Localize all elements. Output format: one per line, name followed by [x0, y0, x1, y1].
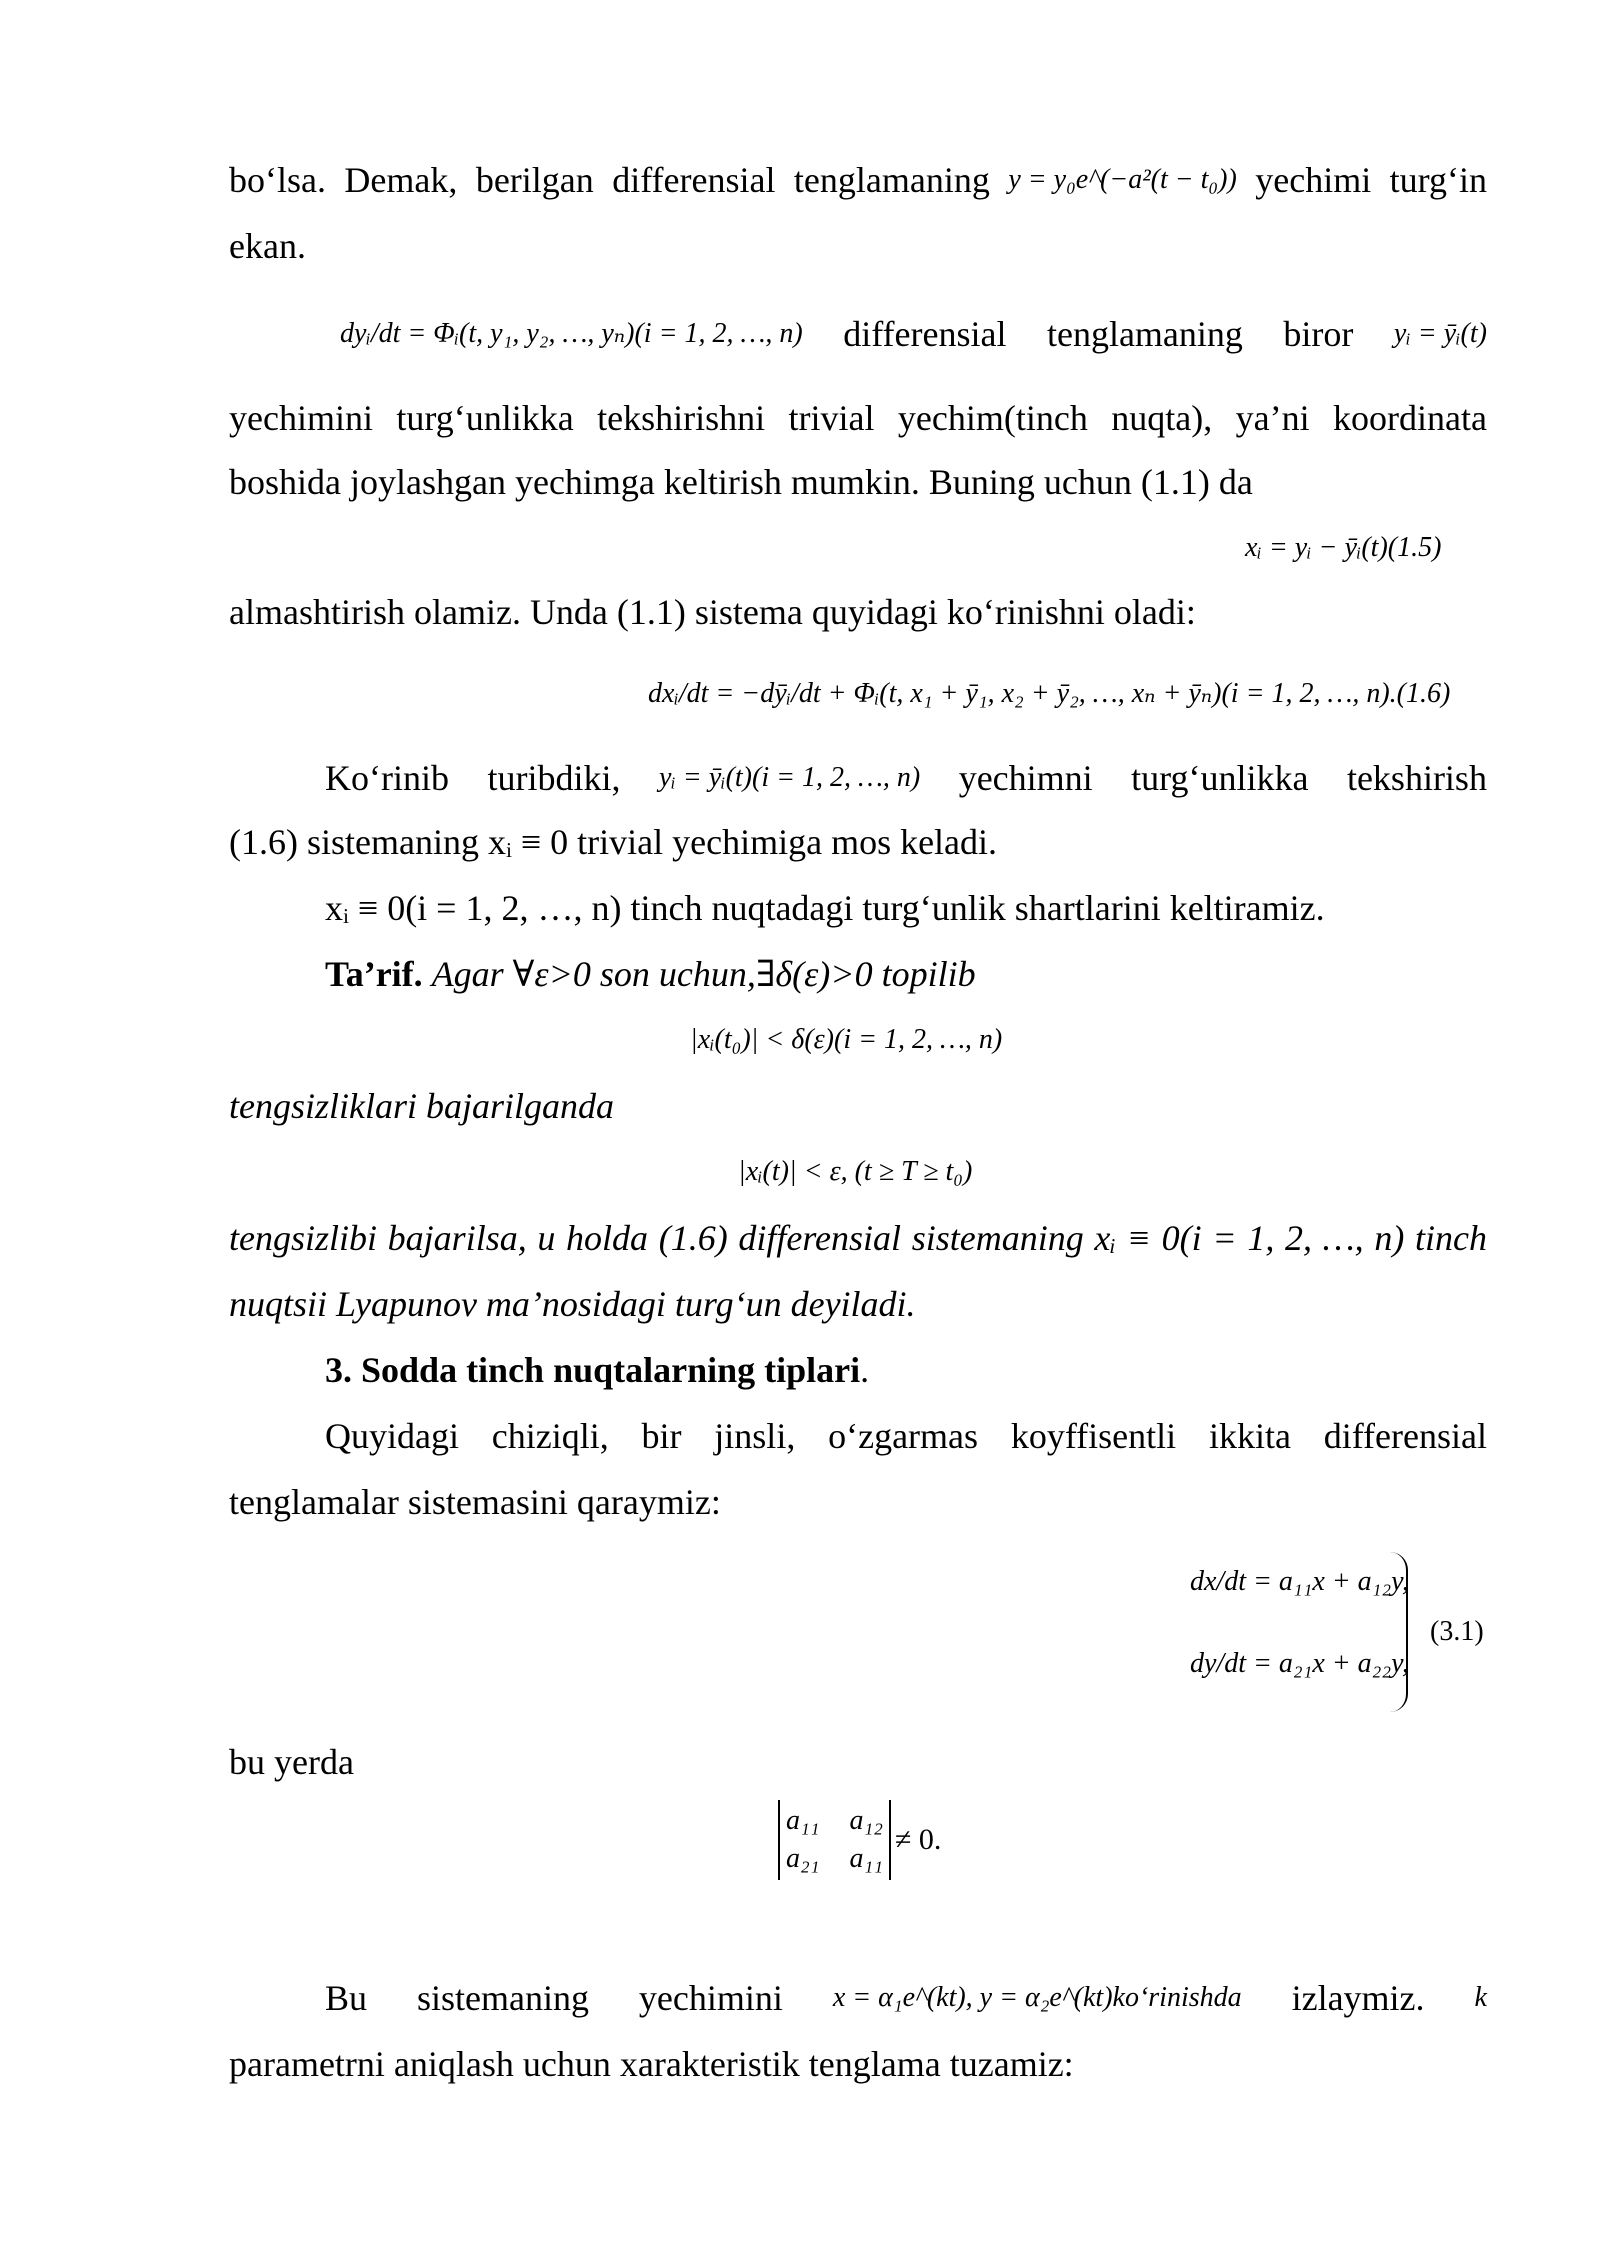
determinant-cell: a₁₁	[786, 1805, 820, 1836]
word: koyffisentli	[1010, 1416, 1177, 1456]
text: turibdiki,	[487, 758, 621, 798]
paragraph-line-13	[325, 1414, 1487, 1458]
determinant-cell: a₂₁	[786, 1843, 820, 1874]
inequality-2: |xᵢ(t)| < ε, (t ≥ T ≥ t₀)	[738, 1156, 973, 1187]
word: sistemaning	[416, 1978, 589, 2018]
paragraph-line-15: bu yerda	[229, 1742, 354, 1782]
text: yechimi	[1255, 160, 1372, 200]
determinant	[778, 1800, 941, 1880]
equation-label-3-1: (3.1)	[1430, 1616, 1484, 1647]
paragraph-line-1	[229, 158, 1487, 202]
determinant-cell: a₁₂	[849, 1805, 883, 1836]
determinant-cell: a₁₁	[849, 1843, 883, 1874]
formula: yᵢ = ȳᵢ(t)	[1393, 318, 1487, 349]
paragraph-line-11: tengsizlibi bajarilsa, u holda (1.6) differensial sistemaning xᵢ ≡ 0(i = 1, 2, …, n) tinch	[229, 1218, 1487, 1258]
text: tekshirish	[1346, 758, 1487, 798]
word: yechimini	[638, 1978, 783, 2018]
paragraph-line-16	[325, 1976, 1487, 2020]
word: ikkita	[1208, 1416, 1291, 1456]
paragraph-line-6: almashtirish olamiz. Unda (1.1) sistema quyidagi ko‘rinishni oladi:	[229, 592, 1196, 632]
text: bo‘lsa.	[229, 160, 326, 200]
text: yechimni	[958, 758, 1093, 798]
paragraph-line-10: tengsizliklari bajarilganda	[229, 1086, 615, 1126]
text: biror	[1283, 314, 1354, 354]
word: izlaymiz.	[1291, 1978, 1425, 2018]
definition-line	[325, 952, 976, 996]
paragraph-line-9: xᵢ ≡ 0(i = 1, 2, …, n) tinch nuqtadagi turg‘unlik shartlarini keltiramiz.	[325, 888, 1325, 928]
right-brace	[1390, 1552, 1408, 1712]
system-equation-1: dx/dt = a₁₁x + a₁₂y,	[1190, 1566, 1410, 1597]
inequality-1: |xᵢ(t₀)| < δ(ε)(i = 1, 2, …, n)	[690, 1024, 1003, 1055]
word: jinsli,	[714, 1416, 796, 1456]
paragraph-line-3	[340, 312, 1487, 356]
text: differensial	[843, 314, 1007, 354]
equation-1-5: xᵢ = yᵢ − ȳᵢ(t)(1.5)	[1245, 532, 1442, 563]
word: chiziqli,	[491, 1416, 609, 1456]
formula: dyᵢ/dt = Φᵢ(t, y₁, y₂, …, yₙ)(i = 1, 2, …, n)	[340, 318, 803, 349]
word: o‘zgarmas	[828, 1416, 979, 1456]
definition-text: Agar ∀ε>0 son uchun,∃δ(ε)>0 topilib	[431, 954, 976, 994]
paragraph-line-12: nuqtsii Lyapunov ma’nosidagi turg‘un deyiladi.	[229, 1284, 916, 1324]
word: Quyidagi	[325, 1416, 459, 1456]
paragraph-line-2: ekan.	[229, 226, 306, 266]
text: Ko‘rinib	[325, 758, 449, 798]
word: Bu	[325, 1978, 368, 2018]
word: bir	[641, 1416, 682, 1456]
paragraph-line-8: (1.6) sistemaning xᵢ ≡ 0 trivial yechimiga mos keladi.	[229, 822, 998, 862]
text: Demak,	[344, 160, 458, 200]
paragraph-line-7	[325, 756, 1487, 800]
paragraph-line-5: boshida joylashgan yechimga keltirish mumkin. Buning uchun (1.1) da	[229, 462, 1253, 502]
word: k	[1474, 1982, 1487, 2013]
word: differensial	[1323, 1416, 1487, 1456]
formula: yᵢ = ȳᵢ(t)(i = 1, 2, …, n)	[658, 762, 921, 793]
text: turg‘in	[1389, 160, 1487, 200]
section-heading	[325, 1348, 869, 1392]
heading-dot: .	[860, 1350, 870, 1390]
determinant-tail: ≠ 0.	[894, 1823, 942, 1856]
word: x = α₁e^(kt), y = α₂e^(kt)ko‘rinishda	[832, 1982, 1242, 2013]
paragraph-line-14: tenglamalar sistemasini qaraymiz:	[229, 1482, 721, 1522]
paragraph-line-17: parametrni aniqlash uchun xarakteristik tenglama tuzamiz:	[229, 2044, 1074, 2084]
text: differensial	[612, 160, 776, 200]
formula: y = y₀e^(−a²(t − t₀))	[1008, 164, 1237, 195]
equation-system-3-1	[1190, 1552, 1420, 1712]
definition-title: Ta’rif.	[325, 954, 423, 994]
paragraph-line-4: yechimini turg‘unlikka tekshirishni trivial yechim(tinch nuqta), ya’ni koordinata	[229, 398, 1487, 438]
text: turg‘unlikka	[1131, 758, 1309, 798]
heading-text: 3. Sodda tinch nuqtalarning tiplari	[325, 1350, 861, 1390]
determinant-matrix	[778, 1800, 891, 1880]
text: berilgan	[475, 160, 594, 200]
text: tenglamaning	[793, 160, 990, 200]
system-equation-2: dy/dt = a₂₁x + a₂₂y,	[1190, 1648, 1410, 1679]
text: tenglamaning	[1046, 314, 1243, 354]
equation-1-6: dxᵢ/dt = −dȳᵢ/dt + Φᵢ(t, x₁ + ȳ₁, x₂ + ȳ₂, …, xₙ + ȳₙ)(i = 1, 2, …, n).(1.6)	[648, 678, 1451, 709]
